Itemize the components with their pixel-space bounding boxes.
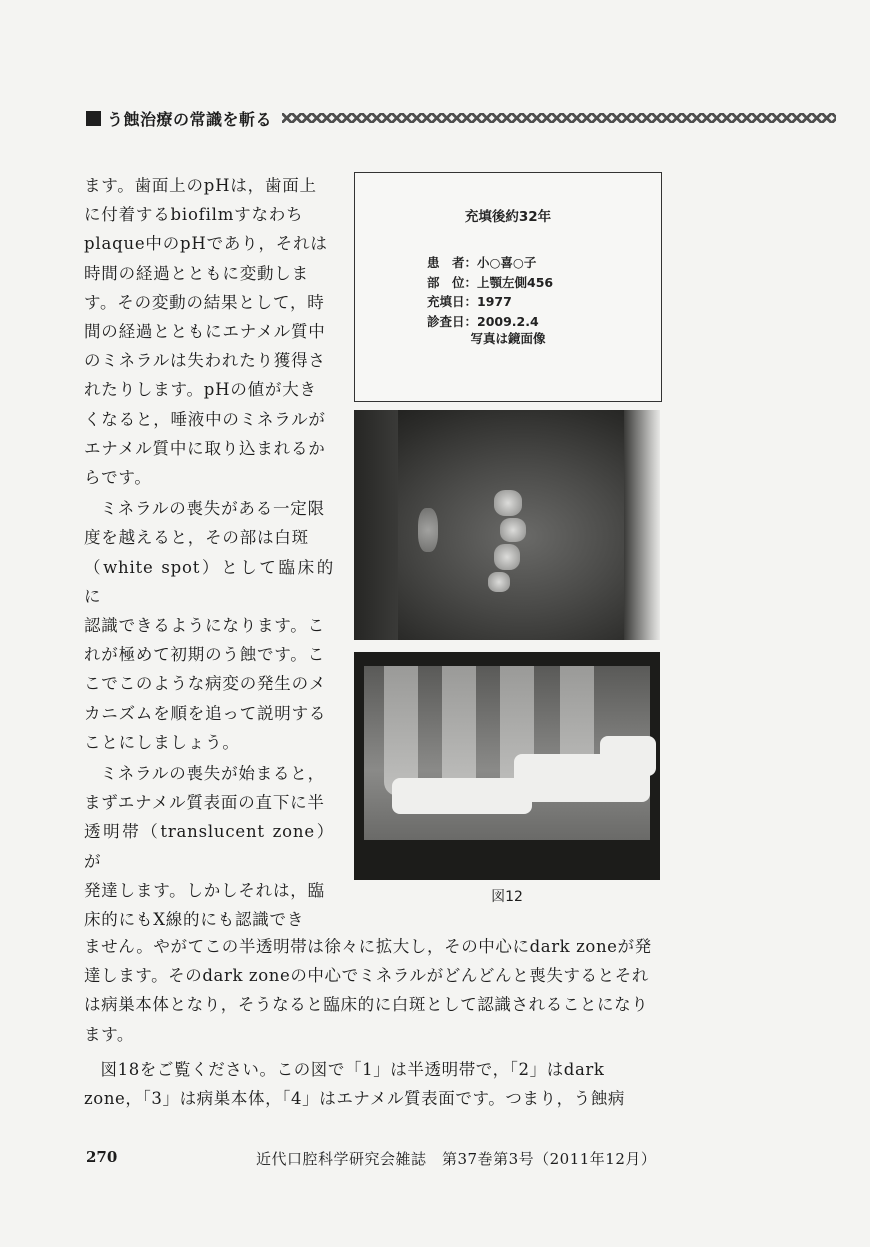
- text-line: ます。歯面上のpHは，歯面上: [84, 176, 317, 195]
- text-line: 度を越えると，その部は白斑: [84, 528, 309, 548]
- text-line: 時間の経過とともに変動しま: [84, 263, 309, 283]
- case-details: [427, 253, 553, 331]
- text-line: ミネラルの喪失がある一定限: [100, 499, 325, 519]
- case-info-box: [354, 172, 662, 402]
- text-line: plaque中のpHであり，それは: [84, 234, 328, 254]
- text-line: ます。: [84, 1024, 134, 1044]
- paragraph-3: [84, 759, 334, 934]
- paragraph-4: [84, 1055, 664, 1113]
- header-title: う蝕治療の常識を斬る: [107, 109, 273, 129]
- text-line: まずエナメル質表面の直下に半: [84, 793, 325, 813]
- text-line: 認識できるようになります。こ: [84, 616, 325, 636]
- text-line: 床的にもX線的にも認識でき: [84, 910, 305, 930]
- text-line: らです。: [84, 468, 152, 488]
- text-line: 達します。そのdark zoneの中心でミネラルがどんどんと喪失するとそれ: [84, 966, 649, 986]
- dental-xray: [354, 652, 660, 880]
- paragraph-1: [84, 171, 334, 492]
- diamond-border-decoration: [282, 113, 836, 123]
- figure-label: 図12: [491, 889, 523, 905]
- text-line: カニズムを順を追って説明する: [84, 703, 327, 723]
- text-line: zone，「3」は病巣本体，「4」はエナメル質表面です。つまり，う蝕病: [84, 1089, 626, 1109]
- text-line: れが極めて初期のう蝕です。こ: [84, 645, 325, 665]
- text-column: [84, 171, 334, 934]
- full-width-text: [84, 932, 664, 1113]
- text-line: す。その変動の結果として，時: [84, 292, 325, 312]
- case-title: 充填後約32年: [464, 209, 552, 225]
- page-footer: [86, 1148, 676, 1169]
- case-detail-line: 診査日：2009.2.4: [427, 313, 539, 329]
- text-line: に付着するbiofilmすなわち: [84, 205, 304, 225]
- text-line: こでこのような病変の発生のメ: [84, 674, 327, 694]
- case-detail-line: 患 者：小○喜○子: [427, 255, 537, 270]
- text-line: ません。やがてこの半透明帯は徐々に拡大し，その中心にdark zoneが発: [84, 937, 652, 956]
- text-line: ことにしましょう。: [84, 732, 240, 752]
- journal-citation: 近代口腔科学研究会雑誌 第37巻第3号（2011年12月）: [256, 1150, 657, 1168]
- intraoral-photo: [354, 410, 660, 640]
- text-line: ミネラルの喪失が始まると，: [100, 764, 325, 784]
- text-line: くなると，唾液中のミネラルが: [84, 409, 326, 429]
- text-line: 発達します。しかしそれは，臨: [84, 880, 325, 900]
- text-line: 図18をご覧ください。この図で「1」は半透明帯で，「2」はdark: [100, 1059, 605, 1079]
- case-detail-line: 充填日：1977: [427, 294, 512, 309]
- case-detail-line: 部 位：上顎左側456: [427, 274, 554, 290]
- running-header: [86, 106, 836, 130]
- text-line: （white spot）として臨床的に: [84, 557, 334, 606]
- text-line: は病巣本体となり，そうなると臨床的に白斑として認識されることになり: [84, 995, 649, 1015]
- text-line: 間の経過とともにエナメル質中: [84, 322, 326, 342]
- text-line: 透明帯（translucent zone）が: [84, 822, 334, 871]
- square-bullet-icon: [86, 111, 101, 126]
- paragraph-2: [84, 494, 334, 757]
- text-line: れたりします。pHの値が大き: [84, 380, 317, 400]
- page-number: 270: [86, 1148, 118, 1166]
- text-line: エナメル質中に取り込まれるか: [84, 438, 326, 458]
- case-note: 写真は鏡面像: [470, 331, 546, 346]
- text-line: のミネラルは失われたり獲得さ: [84, 351, 326, 371]
